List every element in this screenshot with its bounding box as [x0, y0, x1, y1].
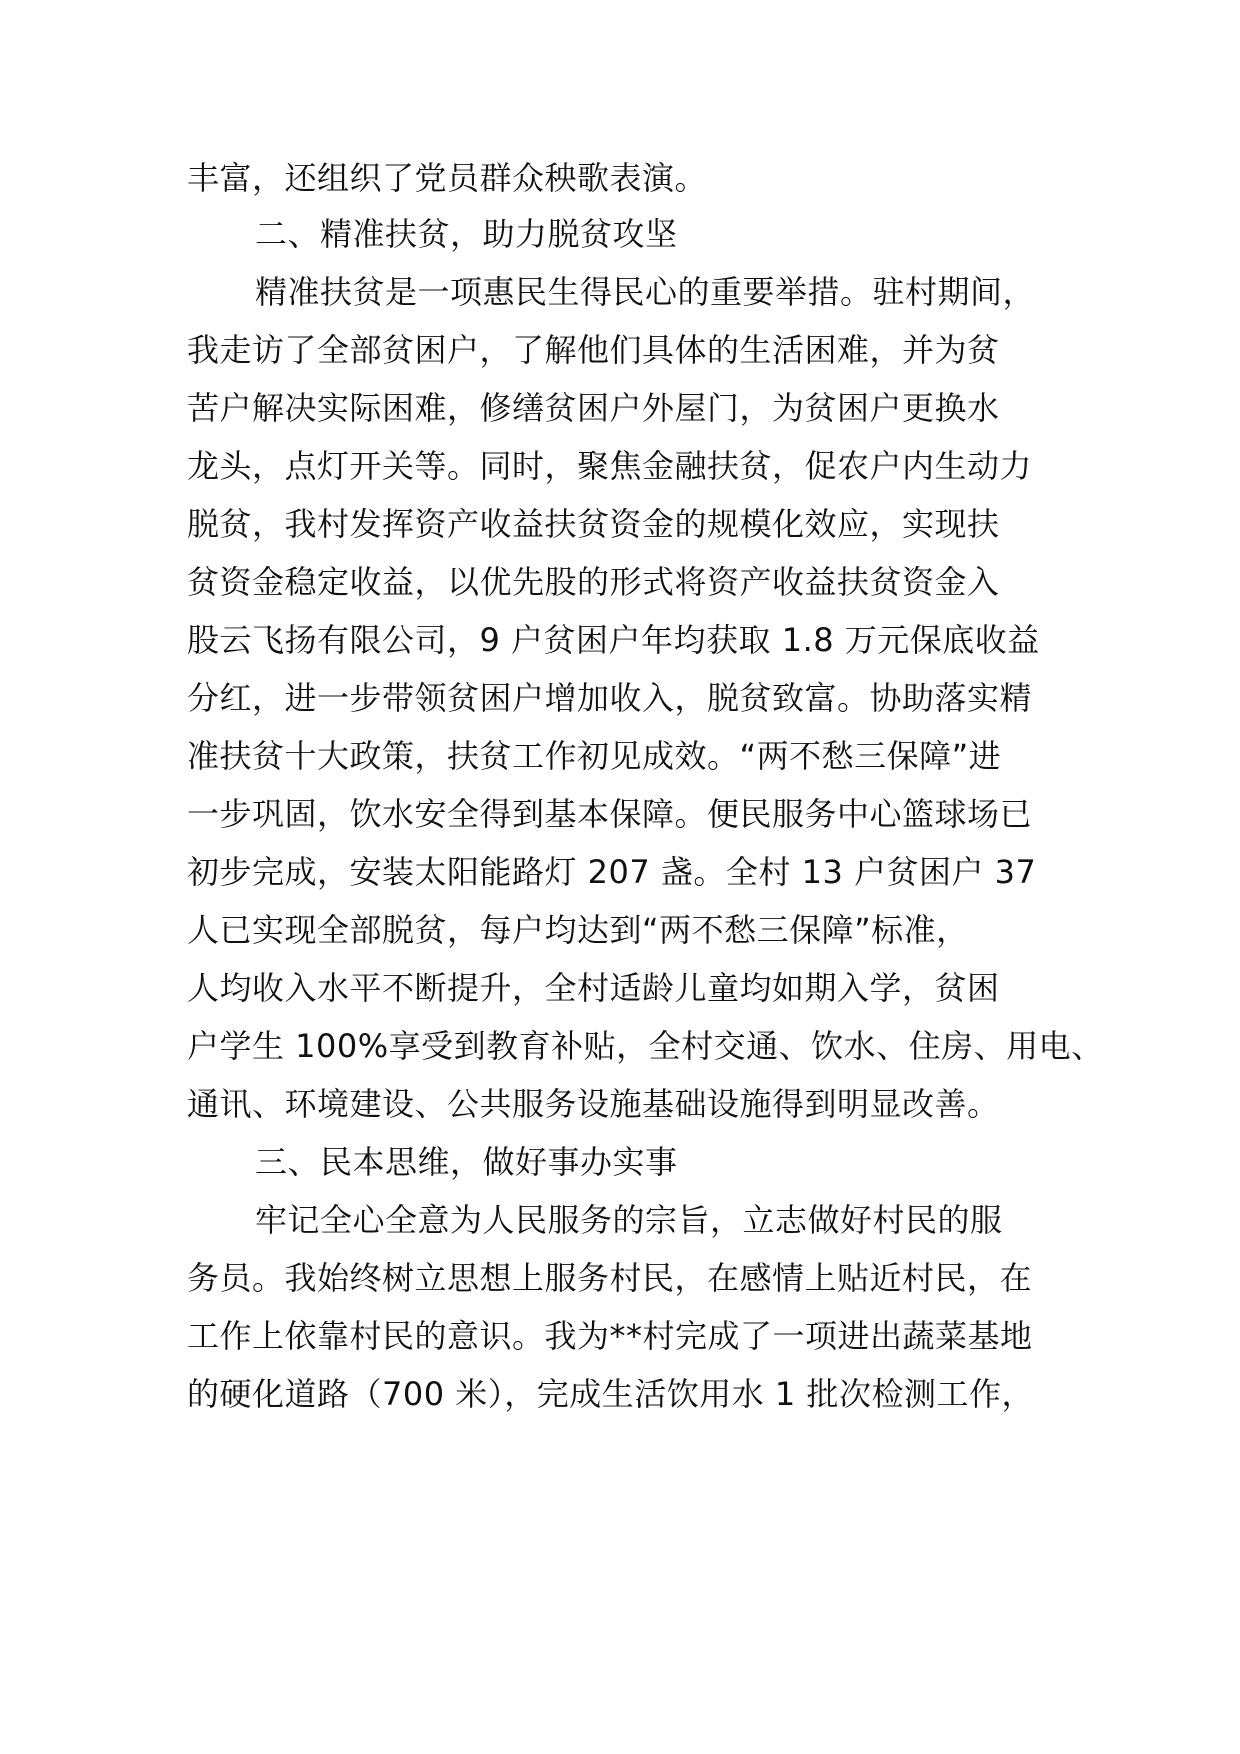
- text-line: 初步完成，安装太阳能路灯 207 盏。全村 13 户贫困户 37: [187, 853, 1037, 891]
- text-line: 龙头，点灯开关等。同时，聚焦金融扶贫，促农户内生动力: [187, 447, 1033, 485]
- text-line: 精准扶贫是一项惠民生得民心的重要举措。驻村期间，: [255, 273, 1036, 311]
- text-line: 准扶贫十大政策，扶贫工作初见成效。“两不愁三保障”进: [187, 737, 1002, 775]
- text-line: 丰富，还组织了党员群众秧歌表演。: [187, 159, 708, 197]
- text-line: 人均收入水平不断提升，全村适龄儿童均如期入学，贫困: [187, 969, 1000, 1007]
- text-line: 股云飞扬有限公司，9 户贫困户年均获取 1.8 万元保底收益: [187, 621, 1040, 659]
- text-line: 人已实现全部脱贫，每户均达到“两不愁三保障”标准，: [187, 911, 969, 949]
- text-line: 我走访了全部贫困户，了解他们具体的生活困难，并为贫: [187, 331, 1000, 369]
- text-line: 一步巩固，饮水安全得到基本保障。便民服务中心篮球场已: [187, 795, 1033, 833]
- text-line: 贫资金稳定收益，以优先股的形式将资产收益扶贫资金入: [187, 563, 1000, 601]
- text-line: 的硬化道路（700 米），完成生活饮用水 1 批次检测工作，: [187, 1375, 1034, 1413]
- section-heading: 二、精准扶贫，助力脱贫攻坚: [255, 215, 678, 253]
- section-heading: 三、民本思维，做好事办实事: [255, 1143, 678, 1181]
- text-line: 通讯、环境建设、公共服务设施基础设施得到明显改善。: [187, 1085, 1000, 1123]
- text-line: 务员。我始终树立思想上服务村民，在感情上贴近村民，在: [187, 1259, 1033, 1297]
- text-line: 苦户解决实际困难，修缮贫困户外屋门，为贫困户更换水: [187, 389, 1000, 427]
- text-line: 分红，进一步带领贫困户增加收入，脱贫致富。协助落实精: [187, 679, 1033, 717]
- text-line: 工作上依靠村民的意识。我为**村完成了一项进出蔬菜基地: [187, 1317, 1033, 1355]
- text-line: 牢记全心全意为人民服务的宗旨，立志做好村民的服: [255, 1201, 1003, 1239]
- text-line: 户学生 100%享受到教育补贴，全村交通、饮水、住房、用电、: [187, 1027, 1104, 1065]
- text-line: 脱贫，我村发挥资产收益扶贫资金的规模化效应，实现扶: [187, 505, 1000, 543]
